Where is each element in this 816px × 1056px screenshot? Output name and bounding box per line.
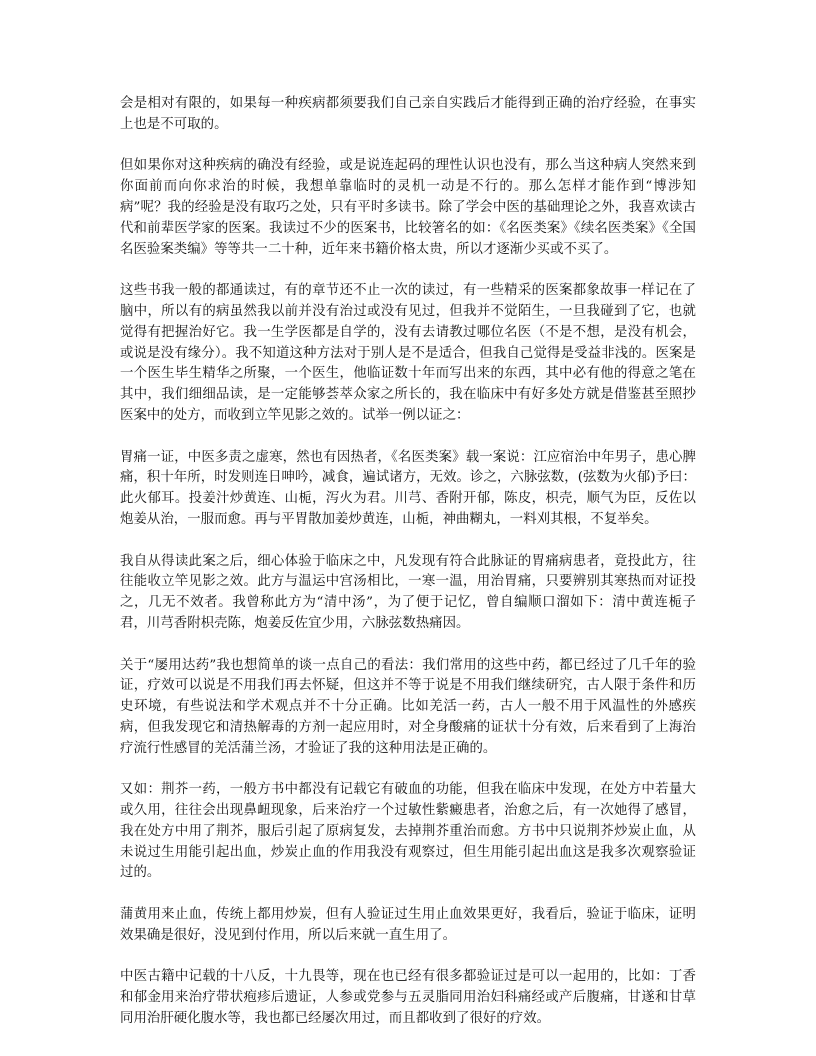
- paragraph: 会是相对有限的，如果每一种疾病都须要我们自己亲自实践后才能得到正确的治疗经验，在事实上也是不可取的。: [120, 96, 696, 132]
- paragraph: 但如果你对这种疾病的确没有经验，或是说连起码的理性认识也没有，那么当这种病人突然来到你面前而向你求治的时候，我想单靠临时的灵机一动是不行的。那么怎样才能作到“博涉知病”呢？我的经验是没有取巧之处，只有平时多读书。除了学会中医的基础理论之外，我喜欢读古代和前辈医学家的医案。我读过不少的医案书，比较箸名的如：《名医类案》《续名医类案》《全国名医验案类编》等等共一二十种，近年来书籍价格太贵，所以才逐渐少买或不买了。: [120, 158, 696, 257]
- paragraph: 关于“屡用达药”我也想简单的谈一点自己的看法：我们常用的这些中药，都已经过了几千年的验证，疗效可以说是不用我们再去怀疑，但这并不等于说是不用我们继续研究，古人限于条件和历史环境，有些说法和学术观点并不十分正确。比如羌活一药，古人一般不用于风温性的外感疾病，但我发现它和清热解毒的方剂一起应用时，对全身酸痛的证状十分有效，后来看到了上海治疗流行性感冒的羌活蒲兰汤，才验证了我的这种用法是正确的。: [120, 657, 696, 756]
- document-page: [120, 94, 696, 1030]
- paragraph: 胃痛一证，中医多责之虚寒，然也有因热者，《名医类案》载一案说：江应宿治中年男子，患心脾痛，积十年所，时发则连日呻吟，减食，遍试诸方，无效。诊之，六脉弦数，(弦数为火郁)予曰：此火郁耳。投姜汁炒黄连、山栀，泻火为君。川芎、香附开郁，陈皮，枳壳，顺气为臣，反佐以炮姜从治，一服而愈。再与平胃散加姜炒黄连，山栀，神曲糊丸，一料刈其根，不复举矣。: [120, 449, 696, 527]
- paragraph: 我自从得读此案之后，细心体验于临床之中，凡发现有符合此脉证的胃痛病患者，竟投此方，往往能收立竿见影之效。此方与温运中宫汤相比，一寒一温，用治胃痛，只要辨别其寒热而对证投之，几无不效者。我曾称此方为“清中汤”，为了便于记忆，曾自编顺口溜如下：清中黄连栀子君，川芎香附枳壳陈，炮姜反佐宜少用，六脉弦数热痛因。: [120, 553, 696, 631]
- paragraph: 蒲黄用来止血，传统上都用炒炭，但有人验证过生用止血效果更好，我看后，验证于临床，证明效果确是很好，没见到付作用，所以后来就一直生用了。: [120, 907, 696, 943]
- paragraph: 这些书我一般的都通读过，有的章节还不止一次的读过，有一些精采的医案都象故事一样记在了脑中，所以有的病虽然我以前并没有治过或没有见过，但我并不觉陌生，一旦我碰到了它，也就觉得有把握治好它。我一生学医都是自学的，没有去请教过哪位名医（不是不想，是没有机会，或说是没有缘分）。我不知道这种方法对于别人是不是适合，但我自己觉得是受益非浅的。医案是一个医生毕生精华之所聚，一个医生，他临证数十年而写出来的东西，其中必有他的得意之笔在其中，我们细细品读，是一定能够荟萃众家之所长的，我在临床中有好多处方就是借鉴甚至照抄医案中的处方，而收到立竿见影之效的。试举一例以证之：: [120, 283, 696, 423]
- paragraph: 又如：荆芥一药，一般方书中都没有记载它有破血的功能，但我在临床中发现，在处方中若量大或久用，往往会出现鼻衄现象，后来治疗一个过敏性紫癜患者，治愈之后，有一次她得了感冒，我在处方中用了荆芥，服后引起了原病复发，去掉荆芥重治而愈。方书中只说荆芥炒炭止血，从未说过生用能引起出血，炒炭止血的作用我没有观察过，但生用能引起出血这是我多次观察验证过的。: [120, 782, 696, 881]
- paragraph: 中医古籍中记载的十八反，十九畏等，现在也已经有很多都验证过是可以一起用的，比如：丁香和郁金用来治疗带状疱疹后遗证，人参或党参与五灵脂同用治妇科痛经或产后腹痛，甘遂和甘草同用治肝硬化腹水等，我也都已经屡次用过，而且都收到了很好的疗效。: [120, 969, 696, 1027]
